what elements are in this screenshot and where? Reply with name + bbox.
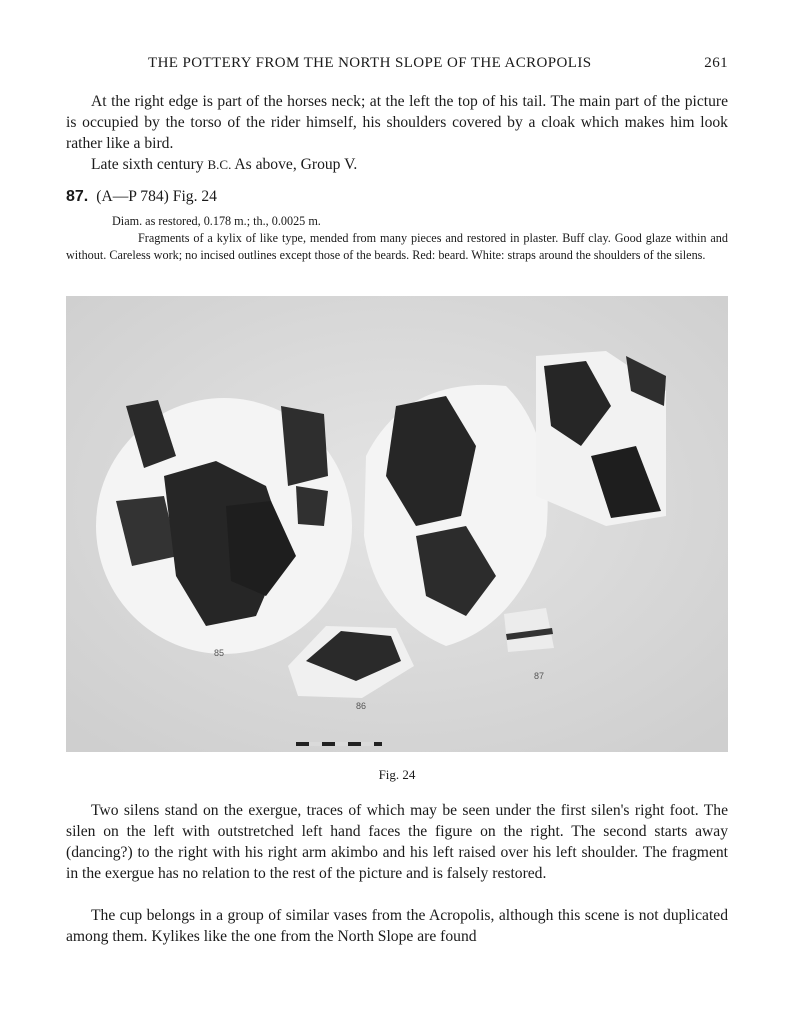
entry-number: 87. xyxy=(66,188,89,205)
catalogue-entry-heading xyxy=(66,188,217,206)
body-line: Two silens stand on the exergue, traces of which may be seen under the first silen's xyxy=(91,802,630,819)
description-line: Red: beard. White: straps around the shoulders of the silens. xyxy=(412,248,706,262)
body-line: the rest of the picture and is falsely restored. xyxy=(269,865,547,882)
fragment-label-87: 87 xyxy=(534,671,545,681)
dating-line xyxy=(66,154,728,175)
body-line: right foot. The silen on the left with outstretched left hand faces the figure on the xyxy=(66,802,729,840)
description-line: Good glaze within and without. Careless work; no incised outlines except those of the beards. xyxy=(66,231,728,262)
page-number: 261 xyxy=(704,55,728,71)
dating-suffix: As above, Group V. xyxy=(231,156,358,173)
fragment-85 xyxy=(96,398,352,654)
body-line: is not duplicated among them. Kylikes like the one from the North Slope are found xyxy=(66,907,728,945)
dating-era: B.C. xyxy=(207,157,232,172)
body-line: his left raised over his left shoulder. The fragment in the exergue has no relation to xyxy=(66,844,728,882)
body-paragraph-2 xyxy=(66,905,728,947)
figure-caption: Fig. 24 xyxy=(378,767,416,782)
photo-plate xyxy=(66,296,728,752)
intro-line: covered by a cloak which makes him look rather like a bird. xyxy=(66,114,728,152)
fragment-label-85: 85 xyxy=(214,648,225,658)
running-title: THE POTTERY FROM THE NORTH SLOPE OF THE ACROPOLIS xyxy=(148,55,592,71)
intro-paragraph xyxy=(66,91,728,154)
intro-line: main part of the picture is occupied by the torso of the rider himself, his shoulders xyxy=(66,93,729,131)
kylix-fragments-photo xyxy=(66,296,728,752)
entry-reference: (A—P 784) Fig. 24 xyxy=(96,188,217,205)
intro-line: At the right edge is part of the horses neck; at the left the top of his tail. The xyxy=(91,93,575,110)
entry-dimensions: Diam. as restored, 0.178 m.; th., 0.0025 m. xyxy=(112,214,321,228)
description-line: Fragments of a kylix of like type, mended from many pieces and restored in plaster. Buff clay. xyxy=(138,231,611,245)
dating-prefix: Late sixth century xyxy=(91,156,208,173)
entry-description xyxy=(66,230,728,264)
body-line: right. The second starts away (dancing?) to the right with his right arm akimbo and xyxy=(66,823,728,861)
scale-bar xyxy=(296,742,382,746)
body-paragraph-1 xyxy=(66,800,728,884)
body-line: The cup belongs in a group of similar vases from the Acropolis, although this scene xyxy=(91,907,620,924)
fragment-label-86: 86 xyxy=(356,701,367,711)
